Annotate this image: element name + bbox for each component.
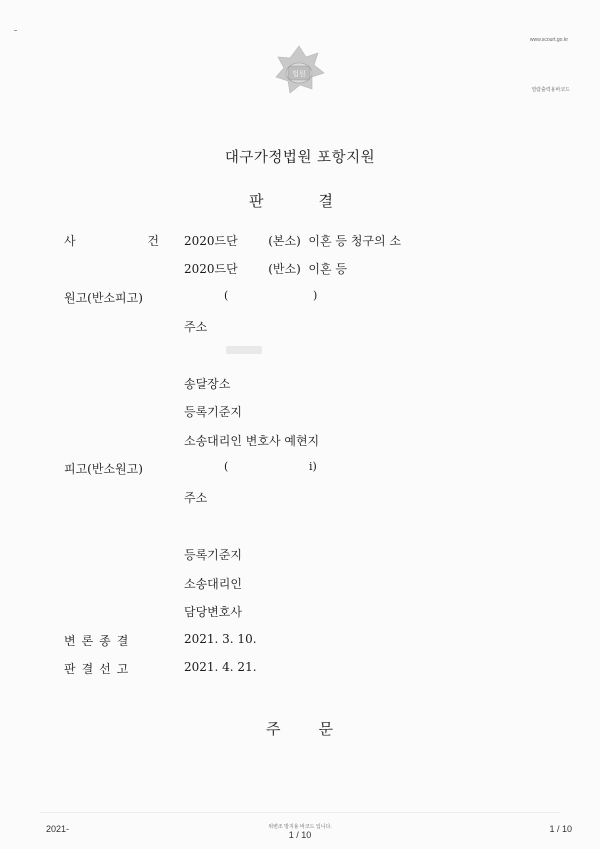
defendant-address-label: 주소 [184,491,208,505]
court-emblem-icon [272,43,326,97]
defendant-paren-close: i) [309,460,317,473]
ruling-label: 판결선고 [64,662,135,676]
footer-note: 위변조 방지용 바코드 입니다. [268,824,332,830]
case-line-2: 2020드단 (반소) 이혼 등 [184,262,348,276]
footer-page-center: 1 / 10 [288,830,312,840]
plaintiff-label: 원고(반소피고) [64,291,143,305]
title-char-1: 판 [249,192,264,210]
header-url: www.scourt.go.kr [529,37,568,43]
defendant-attorney-label: 소송대리인 [184,577,242,591]
scan-mark [14,30,17,31]
plaintiff-registry-label: 등록기준지 [184,405,242,419]
defendant-label: 피고(반소원고) [64,462,143,476]
footer-divider [40,812,560,813]
plaintiff-attorney: 소송대리인 변호사 예현지 [184,434,320,448]
plaintiff-address-label: 주소 [184,320,208,334]
plaintiff-service-label: 송달장소 [184,377,231,391]
plaintiff-paren-close: ) [313,289,318,302]
title-char-2: 결 [318,192,333,210]
defendant-paren-open: ( [224,460,229,473]
footer-case-number: 2021- [46,824,70,834]
court-name: 대구가정법원 포항지원 [224,150,376,166]
emblem-text: 법원 [292,70,306,78]
ruling-date: 2021. 4. 21. [184,660,257,674]
case-label: 사 건 [64,234,193,248]
plaintiff-paren-open: ( [224,289,229,302]
order-heading [266,718,333,739]
document-title [249,190,333,211]
case-line-1: 2020드단 (본소) 이혼 등 청구의 소 [184,234,402,248]
closing-date: 2021. 3. 10. [184,632,257,646]
order-char-1: 주 [266,720,281,738]
defendant-lawyer-label: 담당변호사 [184,605,242,619]
order-char-2: 문 [318,720,333,738]
redacted-block [226,346,262,354]
closing-label: 변론종결 [64,634,135,648]
defendant-registry-label: 등록기준지 [184,548,242,562]
barcode-caption: 열람출력용바코드 [531,87,570,93]
footer-page-right: 1 / 10 [549,824,572,834]
